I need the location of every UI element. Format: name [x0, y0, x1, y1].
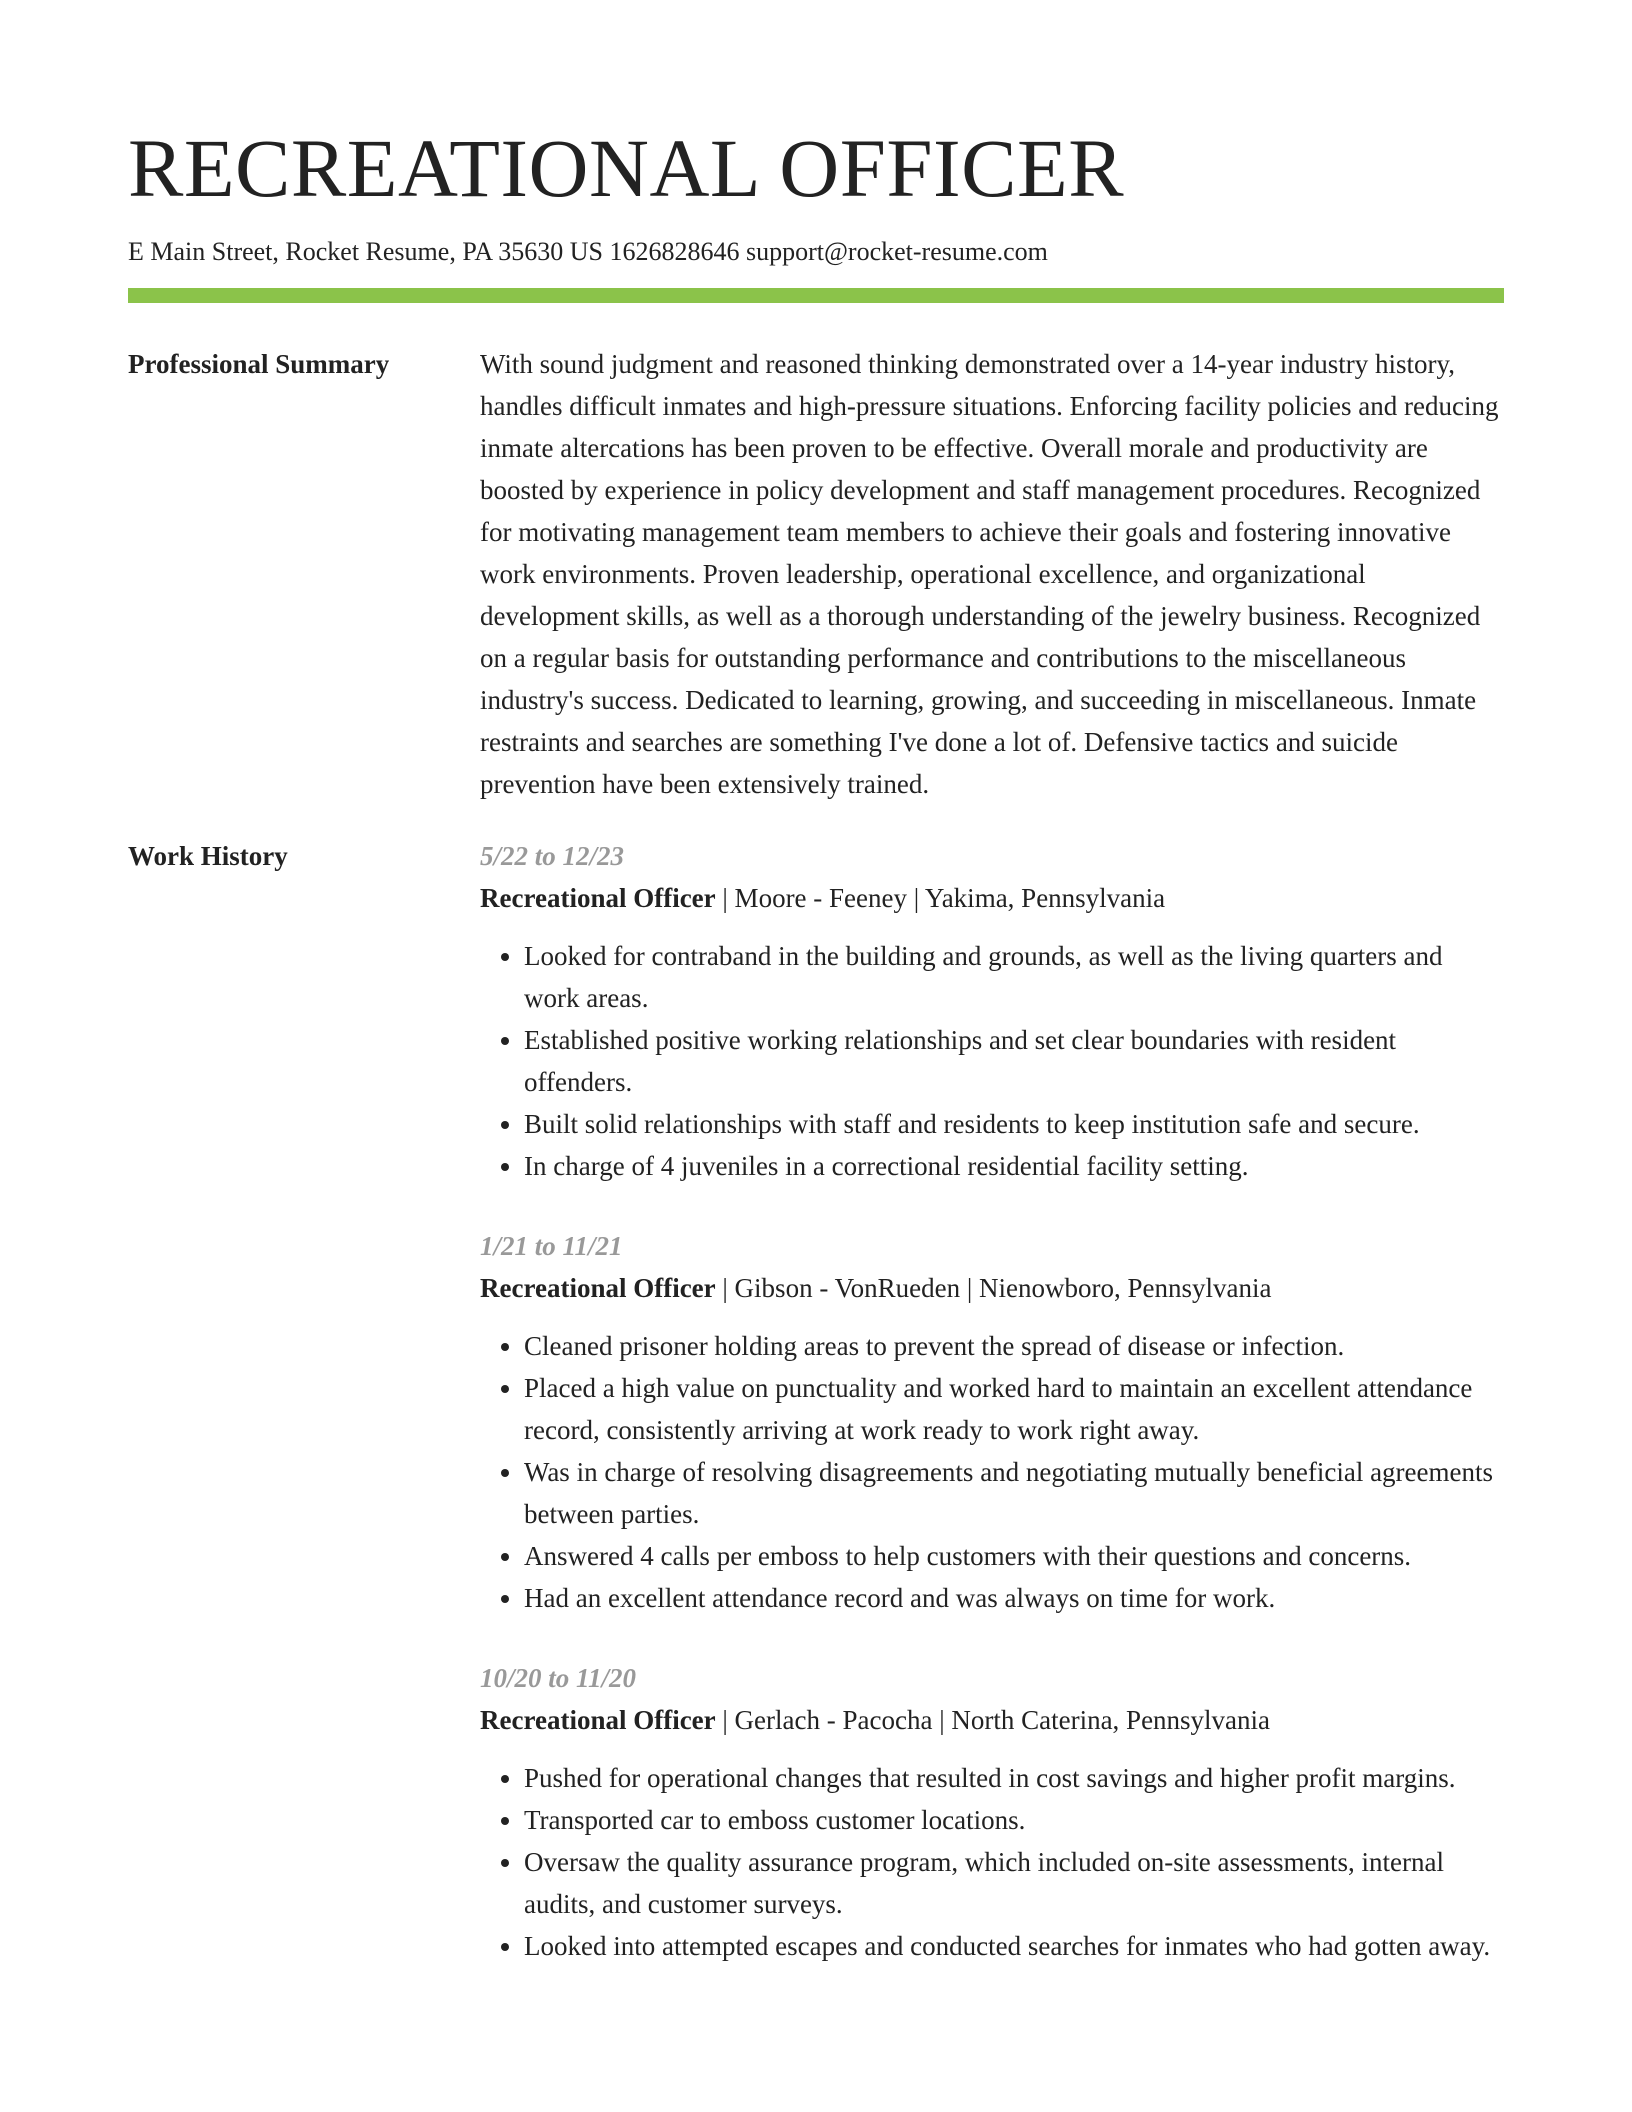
job-header [480, 877, 1504, 919]
section-label-summary: Professional Summary [128, 349, 390, 379]
job-bullet: • Answered 4 calls per emboss to help customers with their questions and concerns. [524, 1535, 1504, 1577]
job-entry [480, 1225, 1504, 1619]
job-title: Recreational Officer [480, 1273, 716, 1303]
candidate-name: RECREATIONAL OFFICER [128, 122, 1125, 214]
job-bullet: • Looked into attempted escapes and conducted searches for inmates who had gotten away. [524, 1925, 1504, 1967]
job-bullet: • Transported car to emboss customer locations. [524, 1799, 1504, 1841]
job-bullet: • Placed a high value on punctuality and worked hard to maintain an excellent attendance record, consistently arriving at work ready to work right away. [524, 1367, 1504, 1451]
job-entry [480, 835, 1504, 1187]
job-bullet: • Built solid relationships with staff and residents to keep institution safe and secure. [524, 1103, 1504, 1145]
job-dates: 1/21 to 11/21 [480, 1231, 623, 1261]
job-bullet: • Oversaw the quality assurance program, which included on-site assessments, internal audits, and customer surveys. [524, 1841, 1504, 1925]
work-history-section [128, 835, 1504, 2005]
job-bullet: • Had an excellent attendance record and was always on time for work. [524, 1577, 1504, 1619]
header-divider [128, 288, 1504, 303]
work-history-body [480, 835, 1504, 2005]
job-bullet: • Established positive working relationships and set clear boundaries with resident offenders. [524, 1019, 1504, 1103]
job-bullet: • Looked for contraband in the building and grounds, as well as the living quarters and work areas. [524, 935, 1504, 1019]
job-employer-location: | Moore - Feeney | Yakima, Pennsylvania [715, 883, 1166, 913]
job-dates: 5/22 to 12/23 [480, 841, 625, 871]
job-title: Recreational Officer [480, 883, 716, 913]
job-header [480, 1699, 1504, 1741]
job-entry [480, 1657, 1504, 1967]
job-header [480, 1267, 1504, 1309]
job-bullet: • Pushed for operational changes that resulted in cost savings and higher profit margins. [524, 1757, 1504, 1799]
job-dates: 10/20 to 11/20 [480, 1663, 637, 1693]
professional-summary-section [128, 343, 1504, 805]
contact-line: E Main Street, Rocket Resume, PA 35630 US 1626828646 support@rocket-resume.com [128, 237, 1048, 266]
job-bullets [480, 935, 1504, 1187]
job-bullets [480, 1325, 1504, 1619]
job-title: Recreational Officer [480, 1705, 716, 1735]
job-bullets [480, 1757, 1504, 1967]
job-employer-location: | Gibson - VonRueden | Nienowboro, Pennsylvania [715, 1273, 1272, 1303]
job-bullet: • In charge of 4 juveniles in a correctional residential facility setting. [524, 1145, 1504, 1187]
job-bullet: • Cleaned prisoner holding areas to prevent the spread of disease or infection. [524, 1325, 1504, 1367]
summary-body [480, 343, 1504, 805]
summary-text: With sound judgment and reasoned thinking demonstrated over a 14-year industry history, handles difficult inmates and high-pressure situations. Enforcing facility policies and reducing inmate altercations has been proven to be effective. Overall morale and productivity are boosted by experience in policy development and staff management procedures. Recognized for motivating management team members to achieve their goals and fostering innovative work environments. Proven leadership, operational excellence, and organizational development skills, as well as a thorough understanding of the jewelry business. Recognized on a regular basis for outstanding performance and contributions to the miscellaneous industry's success. Dedicated to learning, growing, and succeeding in miscellaneous. Inmate restraints and searches are something I've done a lot of. Defensive tactics and suicide prevention have been extensively trained. [480, 349, 1499, 799]
job-bullet: • Was in charge of resolving disagreements and negotiating mutually beneficial agreements between parties. [524, 1451, 1504, 1535]
job-employer-location: | Gerlach - Pacocha | North Caterina, Pennsylvania [715, 1705, 1271, 1735]
section-label-work-history: Work History [128, 841, 288, 871]
